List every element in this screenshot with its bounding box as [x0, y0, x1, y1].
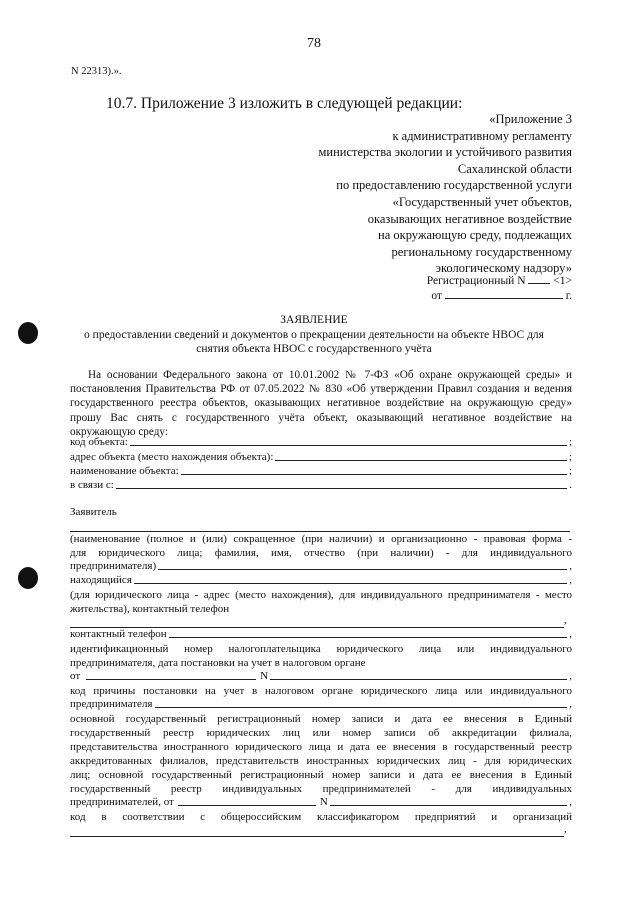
hint-line: (для юридического лица - адрес (место нахождения), для индивидуального предпринимателя - место — [70, 589, 572, 601]
comma: , — [569, 560, 572, 572]
semicolon: ; — [568, 451, 572, 463]
appendix-header — [318, 111, 572, 277]
reason-label: в связи с: — [70, 479, 114, 491]
appendix-line: региональному государственному — [391, 244, 572, 259]
reg-date-label: от — [431, 290, 442, 302]
reason-row — [70, 479, 572, 491]
subtitle-line: о предоставлении сведений и документов о прекращении деятельности на объекте НВОС для — [84, 328, 544, 341]
reason-field[interactable] — [116, 488, 567, 489]
ogrn-hint — [70, 712, 572, 796]
object-code-label: код объекта: — [70, 436, 128, 448]
n-label: N — [260, 670, 269, 682]
located-field[interactable] — [134, 583, 567, 584]
address-hint — [70, 588, 572, 616]
object-name-row — [70, 465, 572, 477]
reg-number-blank[interactable] — [528, 283, 550, 284]
contact-phone-row — [70, 628, 572, 640]
appendix-line: министерства экологии и устойчивого развития — [318, 145, 572, 160]
reg-date-blank[interactable] — [445, 298, 563, 299]
ogrn-row — [70, 796, 572, 808]
comma: , — [569, 628, 572, 640]
basis-paragraph — [70, 368, 572, 439]
applicant-hint — [70, 532, 572, 560]
located-label: находящийся — [70, 574, 132, 586]
kpp-row — [70, 698, 572, 710]
semicolon: ; — [568, 436, 572, 448]
hint-line: лиц; основной государственный регистрационный номер записи и дата ее внесения в Единый — [70, 769, 572, 781]
paragraph-line: прошу Вас снять с государственного учёта объект, оказывающий негативное воздействие на — [70, 411, 572, 424]
hint-line: жительства), контактный телефон — [70, 603, 230, 615]
entrepreneur-field[interactable] — [158, 569, 567, 570]
title-text: ЗАЯВЛЕНИЕ — [280, 314, 348, 326]
kpp-hint — [70, 684, 572, 698]
hint-line: для юридического лица; фамилия, имя, отчество (при наличии) - для индивидуального — [70, 547, 572, 559]
inn-hint — [70, 642, 572, 670]
hint-line: предпринимателя, дата постановки на учет в налоговом органе — [70, 657, 366, 669]
hint-line: основной государственный регистрационный номер записи и дата ее внесения в Единый — [70, 713, 572, 725]
located-row — [70, 574, 572, 586]
paragraph-line: На основании Федерального закона от 10.01.2002 № 7-ФЗ «Об охране окружающей среды» и — [88, 369, 572, 381]
object-code-field[interactable] — [130, 445, 567, 446]
page-number: 78 — [307, 36, 321, 51]
inn-number-field[interactable] — [270, 679, 567, 680]
okpo-hint — [70, 810, 572, 824]
object-name-label: наименование объекта: — [70, 465, 179, 477]
object-address-row — [70, 451, 572, 463]
appendix-line: к административному регламенту — [392, 128, 572, 143]
comma: , — [569, 698, 572, 710]
appendix-line: Сахалинской области — [457, 161, 572, 176]
statement-title — [0, 313, 628, 357]
binder-hole-mark — [18, 322, 38, 344]
kpp-label: предпринимателя — [70, 698, 153, 710]
n-label: N — [319, 796, 328, 808]
reg-year-suffix: г. — [565, 290, 572, 302]
amendment-heading: 10.7. Приложение 3 изложить в следующей редакции: — [106, 95, 463, 112]
from-label: от — [70, 670, 81, 682]
appendix-line: экологическому надзору» — [435, 261, 572, 276]
top-reference: N 22313).». — [71, 66, 122, 77]
paragraph-line: окружающую среду: — [70, 425, 168, 438]
entrepreneur-label: предпринимателя) — [70, 560, 157, 572]
kpp-field[interactable] — [155, 707, 568, 708]
object-code-row — [70, 436, 572, 448]
reg-number-note: <1> — [553, 275, 572, 287]
appendix-line: на окружающую среду, подлежащих — [378, 228, 572, 243]
appendix-line: «Приложение 3 — [489, 112, 572, 126]
contact-phone-field[interactable] — [169, 637, 568, 638]
hint-line: государственный реестр юридических лиц или номер записи об аккредитации филиала, — [70, 727, 572, 739]
hint-line: код в соответствии с общероссийским классификатором предприятий и организаций — [70, 811, 572, 823]
object-name-field[interactable] — [181, 474, 567, 475]
registration-block — [427, 274, 572, 304]
binder-hole-mark — [18, 567, 38, 589]
comma: , — [569, 670, 572, 682]
appendix-line: «Государственный учет объектов, — [392, 194, 572, 209]
hint-line: идентификационный номер налогоплательщика юридического лица или индивидуального — [70, 643, 572, 655]
period: . — [569, 479, 572, 491]
ogrn-number-field[interactable] — [330, 805, 567, 806]
okpo-field[interactable] — [70, 836, 564, 837]
object-address-label: адрес объекта (место нахождения объекта): — [70, 451, 274, 463]
contact-phone-label: контактный телефон — [70, 628, 167, 640]
hint-line: (наименование (полное и (или) сокращенное (при наличии) и организационно - правовая форма - — [70, 533, 572, 545]
object-address-field[interactable] — [275, 460, 567, 461]
subtitle-line: снятия объекта НВОС с государственного учёта — [196, 343, 432, 355]
appendix-line: по предоставлению государственной услуги — [336, 178, 572, 193]
appendix-line: оказывающих негативное воздействие — [367, 211, 572, 226]
paragraph-line: постановления Правительства РФ от 07.05.2022 № 830 «Об утверждении Правил создания и ведения — [70, 383, 572, 396]
ogrn-from-label: предпринимателей, от — [70, 796, 174, 808]
ogrn-date-field[interactable] — [178, 805, 316, 806]
entrepreneur-row — [70, 560, 572, 572]
inn-date-row — [70, 670, 572, 682]
comma: , — [564, 614, 567, 626]
comma: , — [564, 823, 567, 835]
inn-date-field[interactable] — [86, 679, 256, 680]
hint-line: государственный реестр индивидуальных предпринимателей - для индивидуальных — [70, 783, 572, 795]
comma: , — [569, 574, 572, 586]
semicolon: ; — [568, 465, 572, 477]
applicant-label: Заявитель — [70, 506, 117, 518]
hint-line: представительства иностранного юридического лица и дата ее внесения в государственный реестр — [70, 741, 572, 753]
hint-line: код причины постановки на учет в налоговом органе юридического лица или индивидуального — [70, 685, 572, 697]
hint-line: аккредитованных филиалов, представительств иностранных юридических лиц - для юридических — [70, 755, 572, 767]
comma: , — [569, 796, 572, 808]
paragraph-line: государственного реестра объектов, оказывающих негативное воздействие на окружающую среду» — [70, 397, 572, 410]
reg-number-label: Регистрационный N — [426, 275, 526, 287]
